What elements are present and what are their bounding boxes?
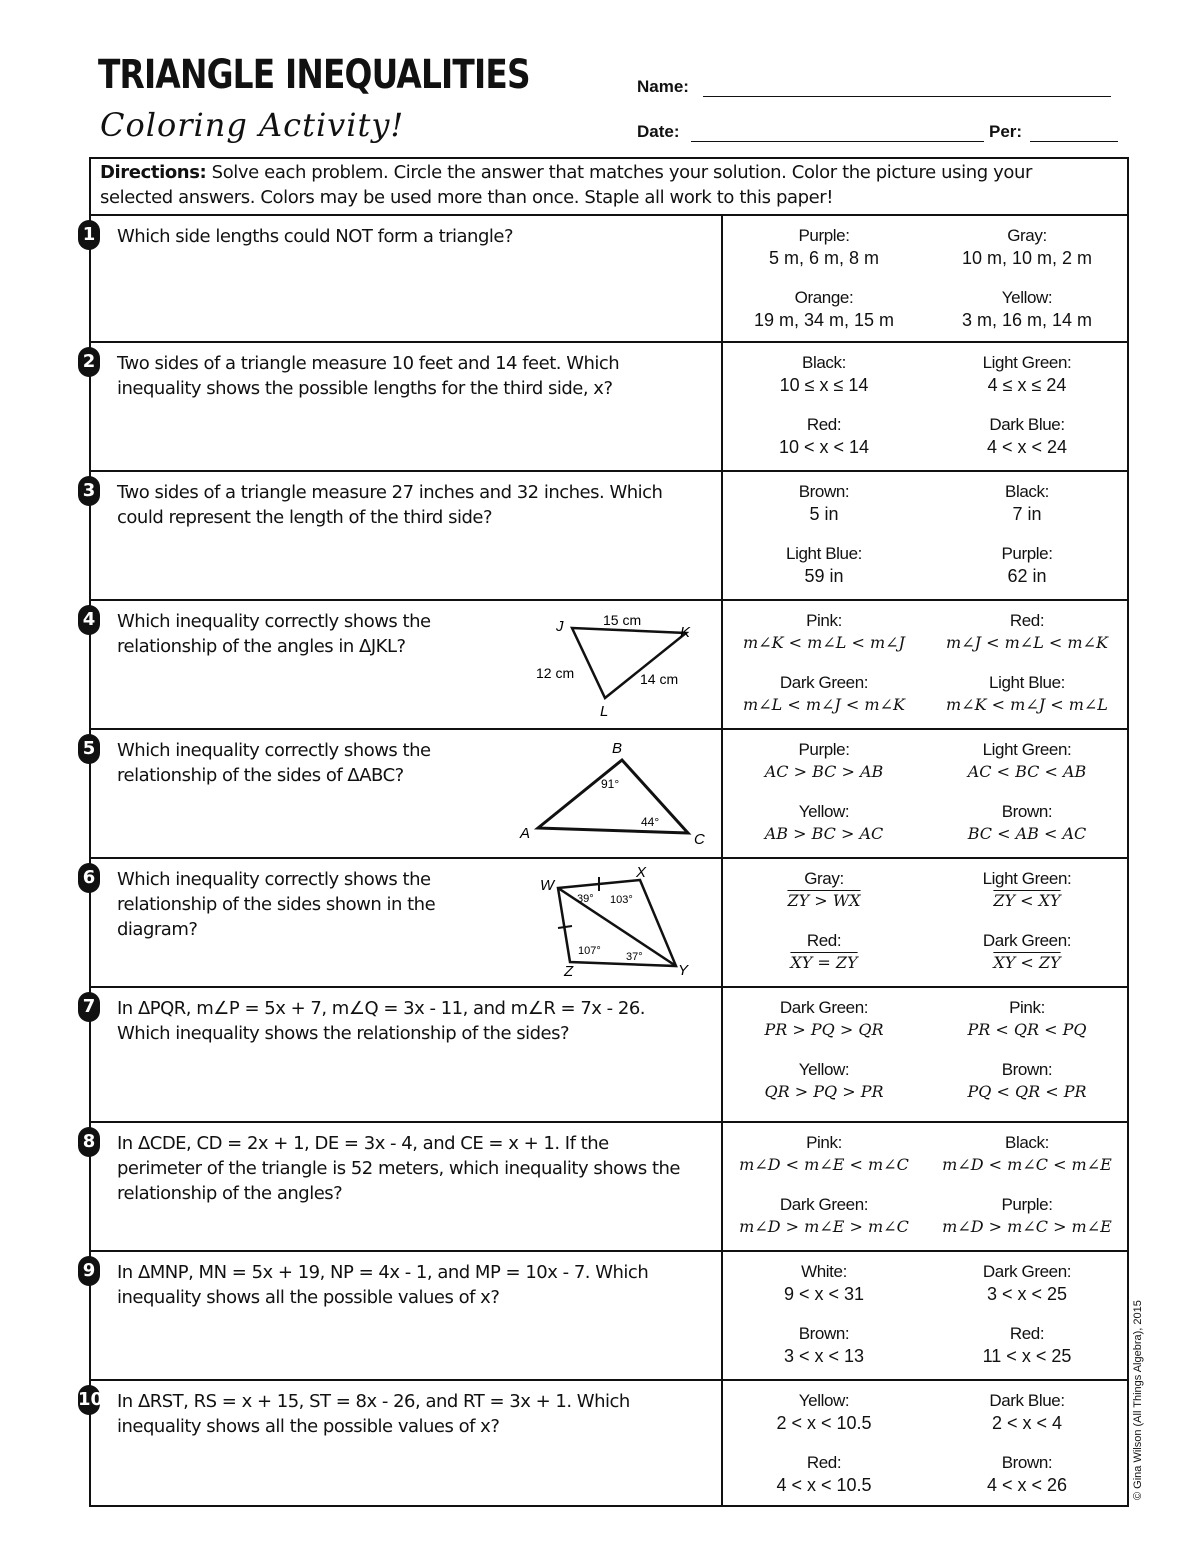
- answer-choice[interactable]: [932, 1060, 1122, 1101]
- answer-color-label: Red:: [806, 1453, 842, 1472]
- answer-value: 5 in: [809, 504, 839, 524]
- answer-value: m∠D < m∠E < m∠C: [739, 1155, 909, 1174]
- answer-choice[interactable]: [729, 1195, 919, 1236]
- answer-choice[interactable]: [729, 1133, 919, 1174]
- answer-value: 10 m, 10 m, 2 m: [961, 248, 1093, 268]
- answer-value: 4 < x < 26: [986, 1475, 1068, 1495]
- answer-value: 10 ≤ x ≤ 14: [779, 375, 869, 395]
- answer-value: 4 ≤ x ≤ 24: [987, 375, 1067, 395]
- answer-choice[interactable]: [729, 288, 919, 331]
- answer-color-label: Brown:: [798, 482, 850, 501]
- answer-value: m∠L < m∠J < m∠K: [743, 695, 905, 714]
- answer-choice[interactable]: [729, 544, 919, 587]
- answer-choice[interactable]: [932, 544, 1122, 587]
- answer-choice[interactable]: [729, 1324, 919, 1367]
- problem-question: Which inequality correctly shows the relationship of the angles in ΔJKL?: [117, 611, 431, 657]
- directions: [100, 160, 1110, 210]
- answer-value: 19 m, 34 m, 15 m: [753, 310, 895, 330]
- answer-choice[interactable]: [932, 353, 1122, 396]
- vertex-z: Z: [564, 963, 574, 980]
- answer-color-label: Gray:: [1007, 226, 1047, 245]
- answer-value: m∠K < m∠L < m∠J: [743, 633, 905, 652]
- problem-question: Which side lengths could NOT form a triangle?: [117, 226, 514, 247]
- problem-row: [82, 341, 1129, 470]
- vertex-c: C: [694, 831, 705, 848]
- answer-color-label: Light Blue:: [786, 544, 862, 563]
- answer-value: AC > BC > AB: [764, 762, 884, 781]
- answer-choice[interactable]: [729, 931, 919, 972]
- answer-choice[interactable]: [729, 673, 919, 714]
- answer-choice[interactable]: [932, 931, 1122, 972]
- answer-color-label: Black:: [1005, 482, 1049, 501]
- problem-question: Two sides of a triangle measure 27 inches and 32 inches. Which could represent the length of the third side?: [117, 482, 663, 528]
- answer-choice[interactable]: [932, 1453, 1122, 1496]
- answer-value: QR > PQ > PR: [764, 1082, 884, 1101]
- problem-number-badge: 10: [78, 1385, 100, 1415]
- answer-choice[interactable]: [932, 1262, 1122, 1305]
- answer-color-label: Brown:: [1001, 1453, 1053, 1472]
- worksheet-title: TRIANGLE INEQUALITIES: [98, 52, 530, 98]
- answer-color-label: Yellow:: [1001, 288, 1053, 307]
- problem-row: [82, 1250, 1129, 1379]
- answer-color-label: Dark Green:: [779, 673, 869, 692]
- answer-choice[interactable]: [729, 869, 919, 910]
- answer-value: 4 < x < 24: [986, 437, 1068, 457]
- directions-text: Solve each problem. Circle the answer that matches your solution. Color the picture using your selected answers. Colors may be used more than once. Staple all work to this paper!: [100, 162, 1032, 208]
- answer-choice[interactable]: [729, 1262, 919, 1305]
- vertex-j: J: [556, 618, 564, 635]
- answer-value: XY = ZY: [790, 953, 858, 972]
- side-kl-label: 14 cm: [640, 671, 679, 687]
- vertex-w: W: [540, 877, 555, 894]
- answer-choice[interactable]: [729, 1391, 919, 1434]
- answer-color-label: Orange:: [794, 288, 854, 307]
- answer-value: 10 < x < 14: [778, 437, 870, 457]
- answer-choice[interactable]: [932, 288, 1122, 331]
- angle-4-label: 37°: [626, 951, 643, 963]
- vertex-y: Y: [678, 962, 689, 979]
- answer-value: 59 in: [804, 566, 844, 586]
- answer-choice[interactable]: [729, 802, 919, 843]
- answer-color-label: Dark Blue:: [989, 1391, 1065, 1410]
- answer-choice[interactable]: [932, 998, 1122, 1039]
- problem-row: [82, 214, 1129, 341]
- answer-color-label: Red:: [806, 415, 842, 434]
- answer-value: 3 < x < 25: [986, 1284, 1068, 1304]
- answer-value: 3 < x < 13: [783, 1346, 865, 1366]
- answer-color-label: Dark Green:: [779, 998, 869, 1017]
- answer-value: PQ < QR < PR: [967, 1082, 1087, 1101]
- answer-color-label: Purple:: [1001, 1195, 1053, 1214]
- answer-choice[interactable]: [932, 1324, 1122, 1367]
- problem-question: Which inequality correctly shows the relationship of the sides shown in the diagram?: [117, 869, 436, 940]
- name-label: Name:: [637, 77, 689, 96]
- answer-choice[interactable]: [729, 1060, 919, 1101]
- triangle-abc-diagram: [510, 736, 710, 848]
- per-label: Per:: [989, 122, 1023, 141]
- answer-choice[interactable]: [932, 802, 1122, 843]
- answer-value: m∠D > m∠E > m∠C: [739, 1217, 909, 1236]
- answer-color-label: Brown:: [798, 1324, 850, 1343]
- vertex-b: B: [612, 740, 623, 757]
- vertex-l: L: [600, 703, 609, 720]
- worksheet-subtitle: Coloring Activity!: [100, 106, 405, 144]
- answer-value: 4 < x < 10.5: [776, 1475, 872, 1495]
- answer-choice[interactable]: [729, 1453, 919, 1496]
- angle-2-label: 103°: [610, 894, 633, 906]
- answer-color-label: Light Green:: [982, 740, 1072, 759]
- name-line[interactable]: [703, 96, 1111, 97]
- answer-color-label: Brown:: [1001, 1060, 1053, 1079]
- answer-choice[interactable]: [729, 740, 919, 781]
- answer-value: ZY < XY: [993, 891, 1061, 910]
- problem-row: [82, 986, 1129, 1121]
- problem-question: Two sides of a triangle measure 10 feet and 14 feet. Which inequality shows the possible lengths for the third side, x?: [117, 353, 620, 399]
- problem-number-badge: 7: [78, 992, 100, 1022]
- answer-value: 62 in: [1007, 566, 1047, 586]
- problem-number-badge: 8: [78, 1127, 100, 1157]
- answer-color-label: Dark Green:: [982, 1262, 1072, 1281]
- answer-color-label: Light Green:: [982, 869, 1072, 888]
- side-jl-label: 12 cm: [536, 665, 575, 681]
- answer-choice[interactable]: [932, 226, 1122, 269]
- problem-row: [78, 1379, 1129, 1507]
- answer-choice[interactable]: [932, 482, 1122, 525]
- answer-choice[interactable]: [932, 1391, 1122, 1434]
- answer-color-label: Red:: [1009, 1324, 1045, 1343]
- answer-choice[interactable]: [932, 673, 1122, 714]
- answer-value: m∠D > m∠C > m∠E: [942, 1217, 1112, 1236]
- answer-color-label: Red:: [806, 931, 842, 950]
- quadrilateral-wxyz-diagram: [530, 862, 710, 982]
- answer-color-label: Black:: [1005, 1133, 1049, 1152]
- problem-number-badge: 9: [78, 1256, 100, 1286]
- problem-question: In ΔCDE, CD = 2x + 1, DE = 3x - 4, and CE = x + 1. If the perimeter of the triangle is 52 meters, which inequality shows the relationship of the angles?: [117, 1133, 681, 1204]
- answer-value: XY < ZY: [993, 953, 1061, 972]
- side-jk-label: 15 cm: [603, 612, 642, 628]
- answer-value: PR > PQ > QR: [764, 1020, 884, 1039]
- answer-value: 3 m, 16 m, 14 m: [961, 310, 1093, 330]
- answer-value: ZY > WX: [787, 891, 861, 910]
- answer-color-label: Dark Blue:: [989, 415, 1065, 434]
- answer-color-label: Light Blue:: [989, 673, 1065, 692]
- problem-number-badge: 3: [78, 476, 100, 506]
- angle-b-label: 91°: [601, 777, 620, 791]
- answer-color-label: Purple:: [1001, 544, 1053, 563]
- answer-color-label: Pink:: [806, 611, 842, 630]
- answer-value: PR < QR < PQ: [967, 1020, 1087, 1039]
- answer-choice[interactable]: [729, 611, 919, 652]
- answer-choice[interactable]: [932, 740, 1122, 781]
- answer-choice[interactable]: [729, 998, 919, 1039]
- vertex-a: A: [520, 825, 531, 842]
- answer-value: 7 in: [1012, 504, 1042, 524]
- answer-choice[interactable]: [932, 1133, 1122, 1174]
- answer-color-label: Pink:: [806, 1133, 842, 1152]
- directions-label: Directions:: [100, 162, 207, 183]
- triangle-jkl-diagram: [530, 610, 710, 720]
- answer-color-label: Black:: [802, 353, 846, 372]
- answer-value: AB > BC > AC: [764, 824, 884, 843]
- answer-value: 5 m, 6 m, 8 m: [768, 248, 880, 268]
- answer-choice[interactable]: [932, 1195, 1122, 1236]
- answer-choice[interactable]: [932, 869, 1122, 910]
- answer-value: AC < BC < AB: [967, 762, 1087, 781]
- problem-question: In ΔMNP, MN = 5x + 19, NP = 4x - 1, and MP = 10x - 7. Which inequality shows all the possible values of x?: [117, 1262, 649, 1308]
- problem-number-badge: 2: [78, 347, 100, 377]
- answer-color-label: Light Green:: [982, 353, 1072, 372]
- problem-question: In ΔRST, RS = x + 15, ST = 8x - 26, and RT = 3x + 1. Which inequality shows all the possible values of x?: [117, 1391, 630, 1437]
- answer-value: m∠J < m∠L < m∠K: [946, 633, 1108, 652]
- vertex-k: K: [680, 624, 691, 641]
- answer-choice[interactable]: [932, 611, 1122, 652]
- answer-color-label: Yellow:: [798, 1391, 850, 1410]
- answer-value: 2 < x < 4: [991, 1413, 1063, 1433]
- answer-choice[interactable]: [729, 415, 919, 458]
- problem-question: Which inequality correctly shows the relationship of the sides of ΔABC?: [117, 740, 431, 786]
- answer-color-label: White:: [801, 1262, 847, 1281]
- answer-color-label: Dark Green:: [982, 931, 1072, 950]
- per-line[interactable]: [1030, 141, 1118, 142]
- problem-question: In ΔPQR, m∠P = 5x + 7, m∠Q = 3x - 11, and m∠R = 7x - 26. Which inequality shows the relationship of the sides?: [117, 998, 646, 1044]
- answer-value: 2 < x < 10.5: [776, 1413, 872, 1433]
- answer-choice[interactable]: [729, 353, 919, 396]
- answer-color-label: Yellow:: [798, 802, 850, 821]
- answer-value: BC < AB < AC: [967, 824, 1087, 843]
- answer-value: 9 < x < 31: [783, 1284, 865, 1304]
- answer-value: 11 < x < 25: [982, 1346, 1072, 1366]
- copyright-notice: © Gina Wilson (All Things Algebra), 2015: [1132, 1300, 1144, 1500]
- answer-color-label: Pink:: [1009, 998, 1045, 1017]
- problem-row: [82, 470, 1129, 599]
- angle-1-label: 39°: [577, 893, 594, 905]
- answer-color-label: Gray:: [804, 869, 844, 888]
- problem-number-badge: 5: [78, 734, 100, 764]
- answer-choice[interactable]: [729, 226, 919, 269]
- answer-color-label: Purple:: [798, 226, 850, 245]
- answer-value: m∠D < m∠C < m∠E: [942, 1155, 1112, 1174]
- date-label: Date:: [637, 122, 680, 141]
- angle-3-label: 107°: [578, 945, 601, 957]
- answer-color-label: Brown:: [1001, 802, 1053, 821]
- problem-number-badge: 1: [78, 220, 100, 250]
- answer-color-label: Dark Green:: [779, 1195, 869, 1214]
- problem-number-badge: 6: [78, 863, 100, 893]
- angle-c-label: 44°: [641, 815, 660, 829]
- answer-color-label: Red:: [1009, 611, 1045, 630]
- answer-choice[interactable]: [932, 415, 1122, 458]
- answer-choice[interactable]: [729, 482, 919, 525]
- answer-color-label: Yellow:: [798, 1060, 850, 1079]
- answer-value: m∠K < m∠J < m∠L: [946, 695, 1108, 714]
- problem-row: [82, 1121, 1129, 1250]
- date-line[interactable]: [691, 141, 984, 142]
- answer-color-label: Purple:: [798, 740, 850, 759]
- problem-number-badge: 4: [78, 605, 100, 635]
- vertex-x: X: [636, 864, 647, 881]
